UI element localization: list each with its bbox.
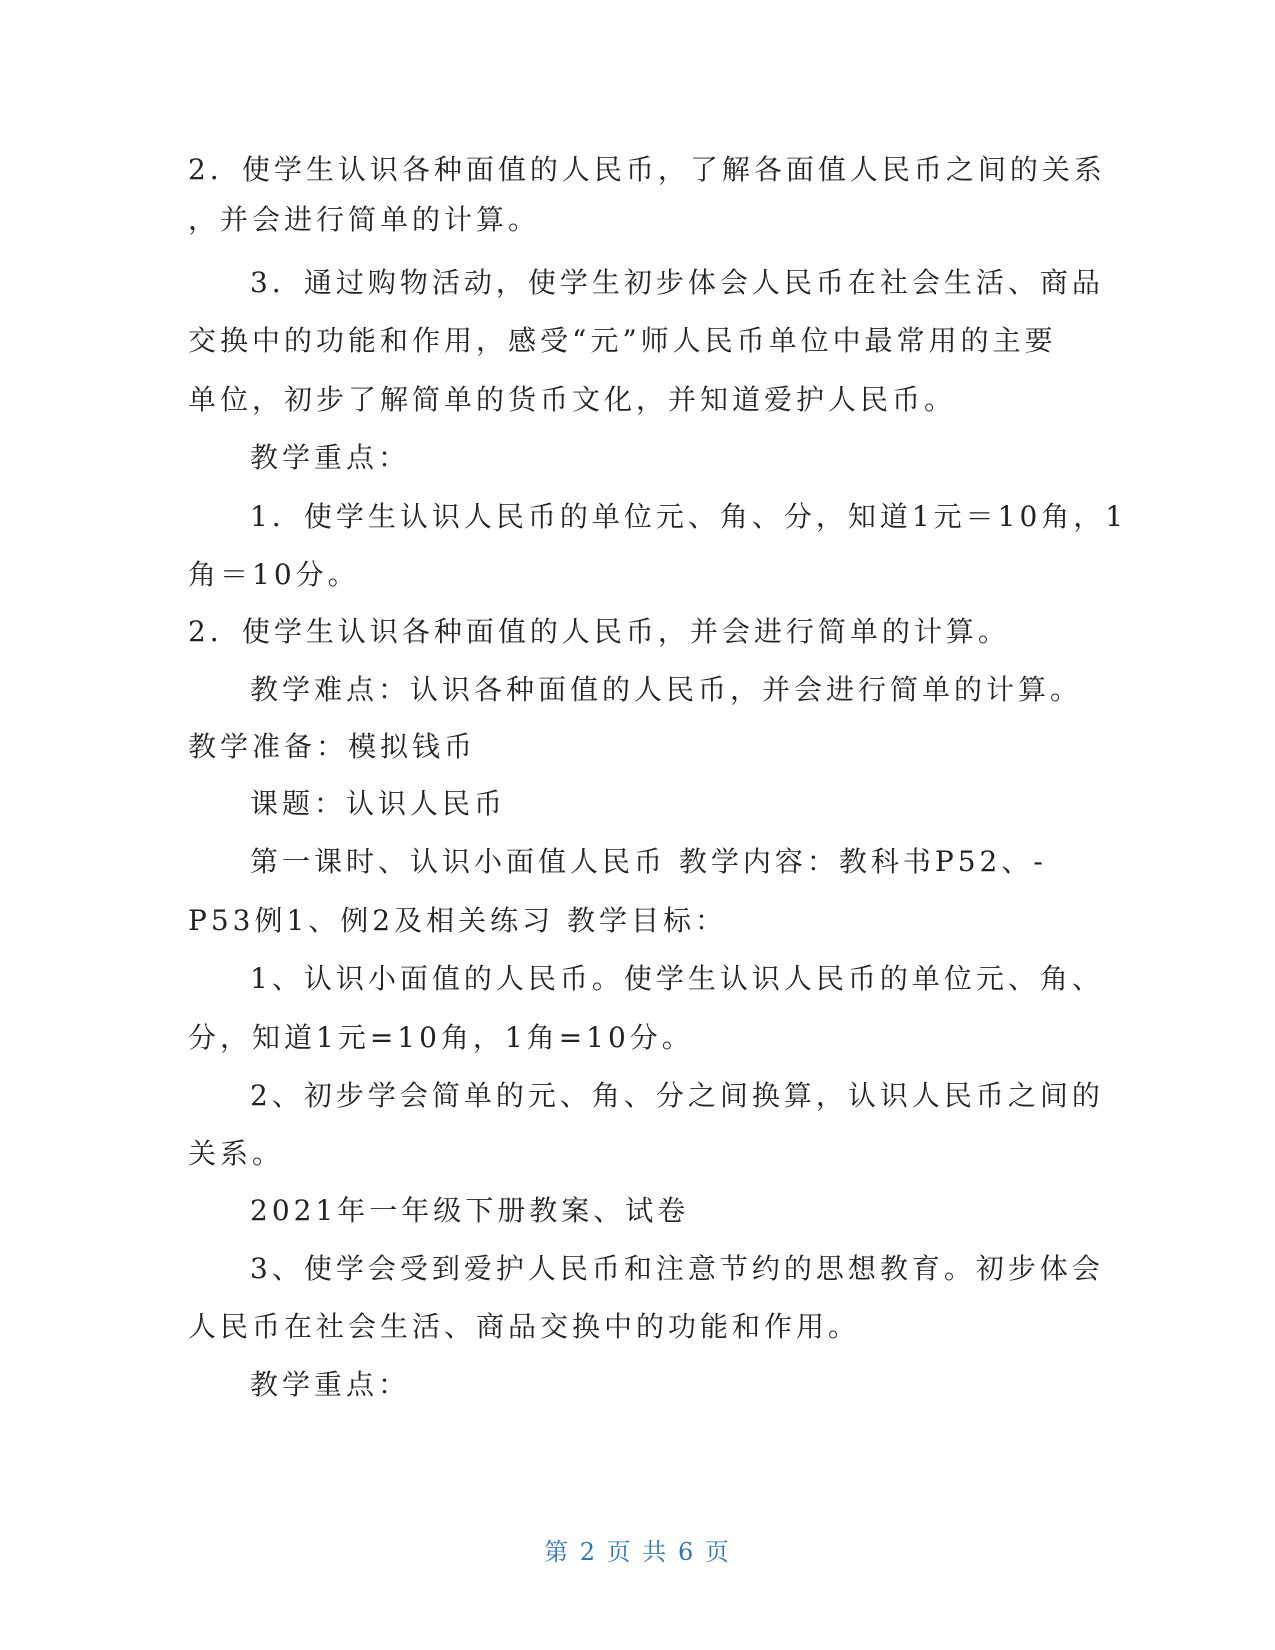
text-line: 2、初步学会简单的元、角、分之间换算，认识人民币之间的 xyxy=(250,1079,1104,1112)
text-line: 2．使学生认识各种面值的人民币，并会进行简单的计算。 xyxy=(188,615,1010,648)
text-line: 交换中的功能和作用，感受“元”师人民币单位中最常用的主要 xyxy=(188,324,1057,357)
text-line: 教学准备：模拟钱币 xyxy=(188,730,477,763)
text-line: 课题：认识人民币 xyxy=(250,787,507,820)
page-number-footer: 第 2 页 共 6 页 xyxy=(544,1538,731,1566)
text-line: 3．通过购物活动，使学生初步体会人民币在社会生活、商品 xyxy=(250,266,1104,299)
text-line: 教学难点：认识各种面值的人民币，并会进行简单的计算。 xyxy=(250,673,1083,706)
text-line: 第一课时、认识小面值人民币 教学内容：教科书P52、- xyxy=(250,845,1047,878)
text-line: 2021年一年级下册教案、试卷 xyxy=(250,1194,690,1227)
text-line: P53例1、例2及相关练习 教学目标： xyxy=(188,904,727,937)
section-heading: 教学重点： xyxy=(250,1368,411,1401)
text-line: 人民币在社会生活、商品交换中的功能和作用。 xyxy=(188,1310,861,1343)
text-line: 3、使学会受到爱护人民币和注意节约的思想教育。初步体会 xyxy=(250,1252,1104,1285)
text-line: 关系。 xyxy=(188,1137,285,1170)
text-line: ，并会进行简单的计算。 xyxy=(188,203,541,236)
text-line: 分，知道1元=10角，1角=10分。 xyxy=(188,1021,694,1054)
section-heading: 教学重点： xyxy=(250,441,411,474)
text-line: 1、认识小面值的人民币。使学生认识人民币的单位元、角、 xyxy=(250,962,1104,995)
text-line: 2．使学生认识各种面值的人民币，了解各面值人民币之间的关系 xyxy=(188,153,1106,186)
text-line: 单位，初步了解简单的货币文化，并知道爱护人民币。 xyxy=(188,383,957,416)
text-line: 1．使学生认识人民币的单位元、角、分，知道1元＝10角，1 xyxy=(250,500,1128,533)
text-line: 角＝10分。 xyxy=(188,558,360,591)
